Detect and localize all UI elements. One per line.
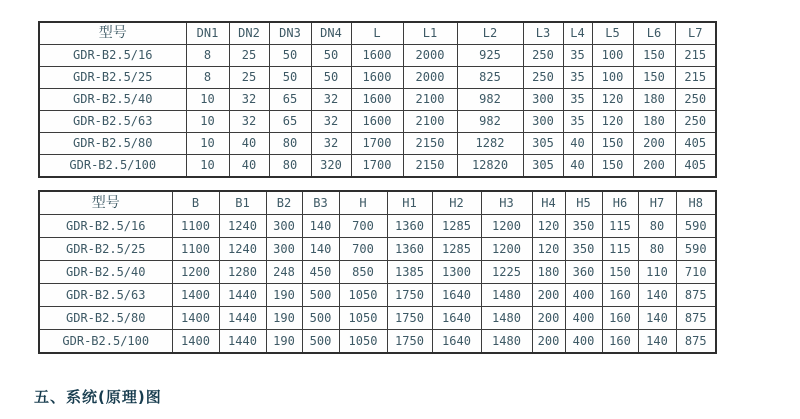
value-cell: 120	[532, 238, 565, 261]
column-header: L4	[563, 22, 592, 45]
value-cell: 200	[633, 133, 675, 155]
value-cell: 450	[302, 261, 339, 284]
value-cell: 300	[523, 89, 563, 111]
value-cell: 1050	[339, 307, 387, 330]
value-cell: 1100	[172, 215, 219, 238]
model-column-header: 型号	[39, 191, 172, 215]
value-cell: 35	[563, 89, 592, 111]
value-cell: 710	[676, 261, 716, 284]
value-cell: 1440	[219, 284, 266, 307]
value-cell: 1050	[339, 330, 387, 354]
table-row	[39, 133, 716, 155]
value-cell: 1240	[219, 215, 266, 238]
value-cell: 10	[186, 133, 229, 155]
column-header: L	[351, 22, 403, 45]
value-cell: 2150	[403, 133, 457, 155]
value-cell: 400	[565, 307, 602, 330]
model-cell: GDR-B2.5/63	[39, 111, 186, 133]
value-cell: 850	[339, 261, 387, 284]
value-cell: 248	[266, 261, 302, 284]
value-cell: 8	[186, 45, 229, 67]
value-cell: 32	[311, 111, 351, 133]
column-header: L5	[592, 22, 633, 45]
section-heading: 五、系统(原理)图	[34, 388, 162, 406]
model-cell: GDR-B2.5/100	[39, 330, 172, 354]
model-cell: GDR-B2.5/63	[39, 284, 172, 307]
value-cell: 32	[229, 111, 269, 133]
model-cell: GDR-B2.5/80	[39, 133, 186, 155]
model-cell: GDR-B2.5/40	[39, 261, 172, 284]
value-cell: 150	[633, 45, 675, 67]
value-cell: 300	[266, 238, 302, 261]
value-cell: 1050	[339, 284, 387, 307]
value-cell: 10	[186, 155, 229, 178]
value-cell: 35	[563, 67, 592, 89]
value-cell: 400	[565, 284, 602, 307]
value-cell: 140	[638, 284, 676, 307]
column-header: H5	[565, 191, 602, 215]
column-header: B3	[302, 191, 339, 215]
model-cell: GDR-B2.5/25	[39, 238, 172, 261]
value-cell: 10	[186, 89, 229, 111]
value-cell: 40	[563, 133, 592, 155]
value-cell: 1600	[351, 89, 403, 111]
value-cell: 2000	[403, 45, 457, 67]
column-header: H	[339, 191, 387, 215]
column-header: B	[172, 191, 219, 215]
value-cell: 215	[675, 45, 716, 67]
value-cell: 1750	[387, 284, 432, 307]
value-cell: 150	[633, 67, 675, 89]
value-cell: 1480	[481, 330, 532, 354]
column-header: H7	[638, 191, 676, 215]
value-cell: 100	[592, 67, 633, 89]
value-cell: 2100	[403, 89, 457, 111]
value-cell: 350	[565, 215, 602, 238]
table-row	[39, 111, 716, 133]
value-cell: 700	[339, 215, 387, 238]
table-row	[39, 215, 716, 238]
value-cell: 875	[676, 284, 716, 307]
value-cell: 80	[638, 238, 676, 261]
value-cell: 1360	[387, 238, 432, 261]
header-row	[39, 22, 716, 45]
table-row	[39, 45, 716, 67]
value-cell: 360	[565, 261, 602, 284]
model-cell: GDR-B2.5/80	[39, 307, 172, 330]
value-cell: 50	[311, 45, 351, 67]
value-cell: 65	[269, 89, 311, 111]
value-cell: 875	[676, 330, 716, 354]
value-cell: 590	[676, 238, 716, 261]
value-cell: 32	[229, 89, 269, 111]
model-cell: GDR-B2.5/16	[39, 45, 186, 67]
value-cell: 35	[563, 111, 592, 133]
table-row	[39, 330, 716, 354]
value-cell: 215	[675, 67, 716, 89]
value-cell: 300	[266, 215, 302, 238]
value-cell: 150	[592, 133, 633, 155]
value-cell: 115	[602, 215, 638, 238]
value-cell: 50	[311, 67, 351, 89]
value-cell: 160	[602, 307, 638, 330]
value-cell: 80	[269, 133, 311, 155]
value-cell: 1100	[172, 238, 219, 261]
value-cell: 150	[592, 155, 633, 178]
value-cell: 120	[592, 111, 633, 133]
value-cell: 1280	[219, 261, 266, 284]
table-row	[39, 307, 716, 330]
value-cell: 1300	[432, 261, 481, 284]
value-cell: 250	[675, 111, 716, 133]
value-cell: 1700	[351, 133, 403, 155]
column-header: L2	[457, 22, 523, 45]
value-cell: 1480	[481, 284, 532, 307]
value-cell: 250	[523, 67, 563, 89]
table-row	[39, 67, 716, 89]
value-cell: 982	[457, 89, 523, 111]
table-row	[39, 89, 716, 111]
value-cell: 190	[266, 284, 302, 307]
model-cell: GDR-B2.5/16	[39, 215, 172, 238]
value-cell: 875	[676, 307, 716, 330]
column-header: L6	[633, 22, 675, 45]
value-cell: 40	[229, 133, 269, 155]
value-cell: 180	[633, 89, 675, 111]
spec-table-height-dimensions	[38, 190, 717, 354]
value-cell: 120	[532, 215, 565, 238]
value-cell: 140	[302, 238, 339, 261]
value-cell: 1640	[432, 330, 481, 354]
value-cell: 1750	[387, 330, 432, 354]
value-cell: 1440	[219, 307, 266, 330]
value-cell: 12820	[457, 155, 523, 178]
value-cell: 25	[229, 67, 269, 89]
value-cell: 50	[269, 45, 311, 67]
value-cell: 100	[592, 45, 633, 67]
value-cell: 350	[565, 238, 602, 261]
value-cell: 1480	[481, 307, 532, 330]
column-header: H4	[532, 191, 565, 215]
value-cell: 2100	[403, 111, 457, 133]
value-cell: 700	[339, 238, 387, 261]
value-cell: 1700	[351, 155, 403, 178]
value-cell: 1600	[351, 45, 403, 67]
value-cell: 32	[311, 89, 351, 111]
column-header: H3	[481, 191, 532, 215]
value-cell: 1200	[172, 261, 219, 284]
value-cell: 1240	[219, 238, 266, 261]
value-cell: 1282	[457, 133, 523, 155]
value-cell: 1600	[351, 111, 403, 133]
column-header: L3	[523, 22, 563, 45]
value-cell: 50	[269, 67, 311, 89]
value-cell: 405	[675, 155, 716, 178]
value-cell: 1225	[481, 261, 532, 284]
column-header: H6	[602, 191, 638, 215]
model-cell: GDR-B2.5/40	[39, 89, 186, 111]
value-cell: 150	[602, 261, 638, 284]
column-header: DN4	[311, 22, 351, 45]
value-cell: 160	[602, 330, 638, 354]
value-cell: 300	[523, 111, 563, 133]
value-cell: 200	[633, 155, 675, 178]
value-cell: 120	[592, 89, 633, 111]
model-cell: GDR-B2.5/100	[39, 155, 186, 178]
value-cell: 1285	[432, 238, 481, 261]
header-row	[39, 191, 716, 215]
value-cell: 35	[563, 45, 592, 67]
value-cell: 1600	[351, 67, 403, 89]
value-cell: 1640	[432, 284, 481, 307]
column-header: H2	[432, 191, 481, 215]
column-header: B2	[266, 191, 302, 215]
value-cell: 10	[186, 111, 229, 133]
value-cell: 1200	[481, 215, 532, 238]
value-cell: 1640	[432, 307, 481, 330]
value-cell: 8	[186, 67, 229, 89]
value-cell: 590	[676, 215, 716, 238]
column-header: L7	[675, 22, 716, 45]
column-header: DN2	[229, 22, 269, 45]
value-cell: 190	[266, 307, 302, 330]
value-cell: 200	[532, 330, 565, 354]
column-header: DN3	[269, 22, 311, 45]
value-cell: 40	[229, 155, 269, 178]
value-cell: 982	[457, 111, 523, 133]
value-cell: 500	[302, 307, 339, 330]
value-cell: 825	[457, 67, 523, 89]
value-cell: 190	[266, 330, 302, 354]
value-cell: 305	[523, 155, 563, 178]
value-cell: 250	[675, 89, 716, 111]
column-header: H1	[387, 191, 432, 215]
model-column-header: 型号	[39, 22, 186, 45]
table-row	[39, 155, 716, 178]
value-cell: 180	[532, 261, 565, 284]
value-cell: 180	[633, 111, 675, 133]
table-row	[39, 284, 716, 307]
value-cell: 140	[638, 330, 676, 354]
value-cell: 250	[523, 45, 563, 67]
value-cell: 2000	[403, 67, 457, 89]
column-header: DN1	[186, 22, 229, 45]
value-cell: 200	[532, 284, 565, 307]
column-header: H8	[676, 191, 716, 215]
table-row	[39, 261, 716, 284]
value-cell: 320	[311, 155, 351, 178]
value-cell: 140	[302, 215, 339, 238]
value-cell: 160	[602, 284, 638, 307]
model-cell: GDR-B2.5/25	[39, 67, 186, 89]
value-cell: 400	[565, 330, 602, 354]
value-cell: 1200	[481, 238, 532, 261]
value-cell: 1400	[172, 307, 219, 330]
value-cell: 1440	[219, 330, 266, 354]
value-cell: 80	[269, 155, 311, 178]
value-cell: 405	[675, 133, 716, 155]
value-cell: 1285	[432, 215, 481, 238]
value-cell: 2150	[403, 155, 457, 178]
value-cell: 110	[638, 261, 676, 284]
value-cell: 140	[638, 307, 676, 330]
value-cell: 925	[457, 45, 523, 67]
value-cell: 1750	[387, 307, 432, 330]
value-cell: 305	[523, 133, 563, 155]
value-cell: 32	[311, 133, 351, 155]
value-cell: 1400	[172, 284, 219, 307]
spec-table-length-dimensions	[38, 21, 717, 178]
table-row	[39, 238, 716, 261]
value-cell: 1400	[172, 330, 219, 354]
value-cell: 25	[229, 45, 269, 67]
column-header: B1	[219, 191, 266, 215]
value-cell: 500	[302, 330, 339, 354]
value-cell: 115	[602, 238, 638, 261]
column-header: L1	[403, 22, 457, 45]
value-cell: 1385	[387, 261, 432, 284]
value-cell: 1360	[387, 215, 432, 238]
value-cell: 40	[563, 155, 592, 178]
value-cell: 65	[269, 111, 311, 133]
value-cell: 500	[302, 284, 339, 307]
value-cell: 80	[638, 215, 676, 238]
value-cell: 200	[532, 307, 565, 330]
